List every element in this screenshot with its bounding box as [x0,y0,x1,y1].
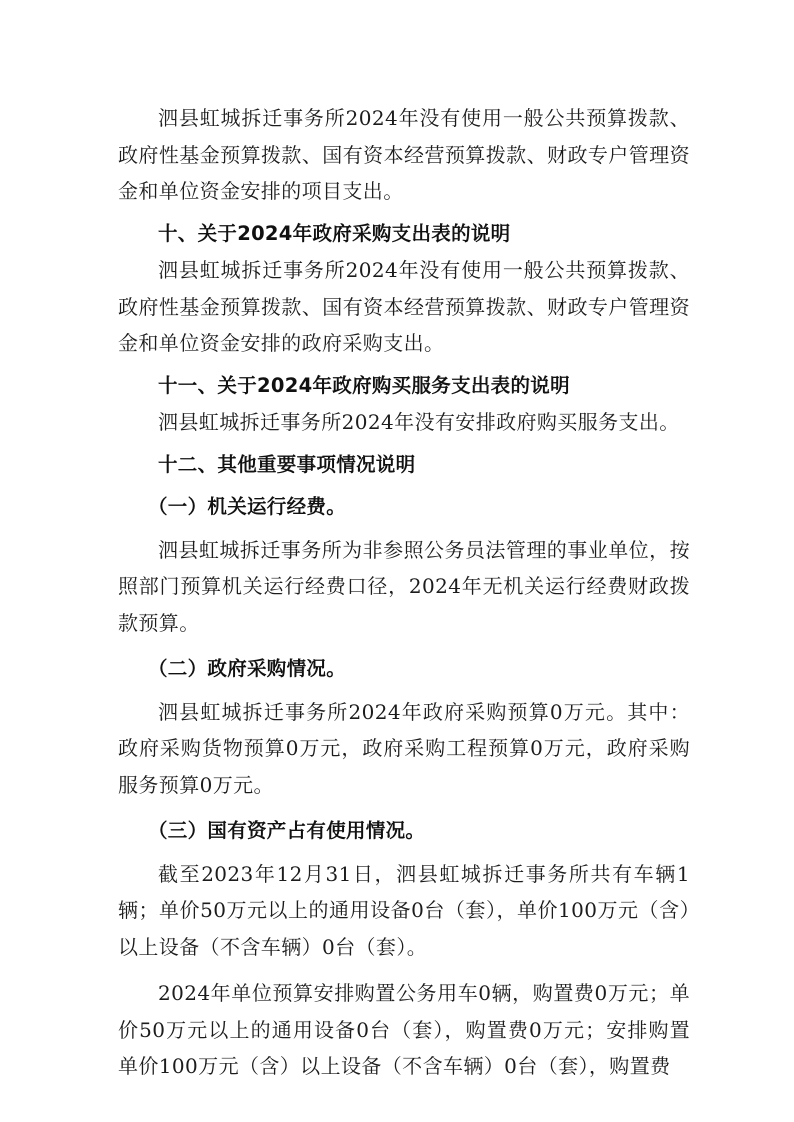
subheading-state-assets: （三）国有资产占有使用情况。 [148,819,426,842]
para-procurement: 泗县虹城拆迁事务所2024年政府采购预算0万元。其中：政府采购货物预算0万元，政府采购工程预算0万元，政府采购服务预算0万元。 [118,699,690,797]
heading-section-11: 十一、关于2024年政府购买服务支出表的说明 [158,373,570,397]
heading-section-10: 十、关于2024年政府采购支出表的说明 [158,221,511,245]
para-state-assets: 截至2023年12月31日，泗县虹城拆迁事务所共有车辆1辆；单价50万元以上的通用设备0台（套），单价100万元（含）以上设备（不含车辆）0台（套）。 [118,861,690,959]
document-body [118,100,690,1085]
subheading-procurement: （二）政府采购情况。 [148,657,347,680]
para-no-project-expense: 泗县虹城拆迁事务所2024年没有使用一般公共预算拨款、政府性基金预算拨款、国有资本经营预算拨款、财政专户管理资金和单位资金安排的项目支出。 [118,106,690,203]
subheading-operating-expenses: （一）机关运行经费。 [148,495,347,518]
para-no-service-purchase: 泗县虹城拆迁事务所2024年没有安排政府购买服务支出。 [158,410,680,434]
para-operating-expenses: 泗县虹城拆迁事务所为非参照公务员法管理的事业单位，按照部门预算机关运行经费口径，2024年无机关运行经费财政拨款预算。 [118,537,690,635]
para-no-procurement-expense: 泗县虹城拆迁事务所2024年没有使用一般公共预算拨款、政府性基金预算拨款、国有资本经营预算拨款、财政专户管理资金和单位资金安排的政府采购支出。 [118,258,690,355]
heading-section-12: 十二、其他重要事项情况说明 [158,452,416,476]
para-asset-purchase-plan: 2024年单位预算安排购置公务用车0辆，购置费0万元；单价50万元以上的通用设备0台（套），购置费0万元；安排购置单价100万元（含）以上设备（不含车辆）0台（套），购置费 [118,981,690,1078]
